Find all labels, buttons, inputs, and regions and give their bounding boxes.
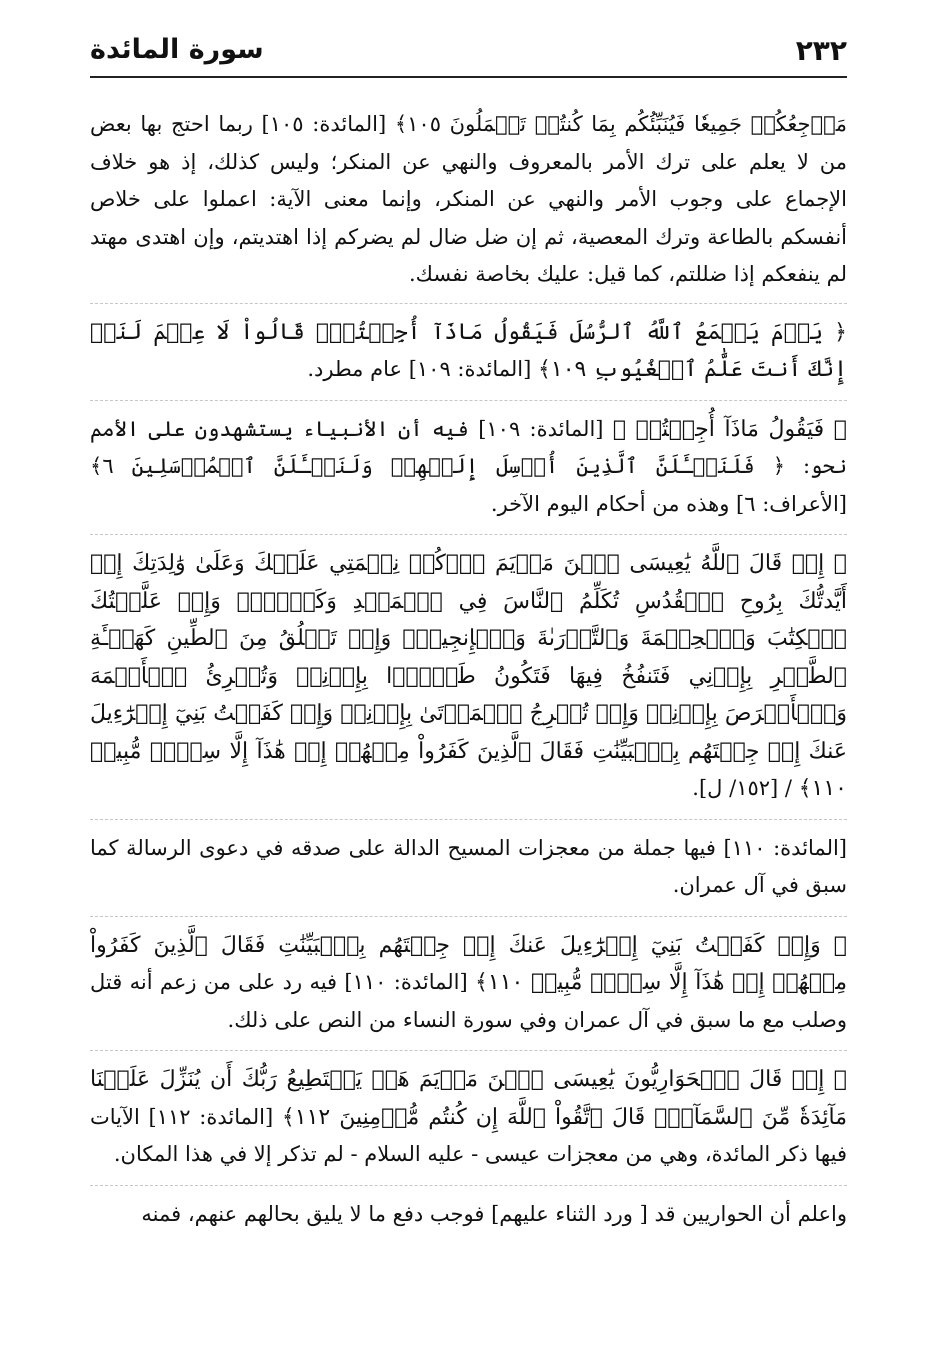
paragraph [90, 927, 847, 1040]
paragraph-text: [المائدة: ١٠٩] عام مطرد. [307, 357, 539, 381]
paragraph-divider [90, 534, 847, 535]
quran-verse: ﴿ وَإِذۡ كَفَفۡتُ بَنِيٓ إِسۡرَٰٓءِيلَ عَنكَ إِذۡ جِئۡتَهُم بِٱلۡبَيِّنَٰتِ فَقَالَ ٱلَّذِينَ كَفَرُواْ مِنۡهُمۡ إِنۡ هَٰذَآ إِلَّا سِحۡرٞ مُّبِينٞ ١١٠﴾ [90, 932, 848, 995]
paragraph [90, 411, 847, 524]
paragraph [90, 830, 847, 905]
paragraph-text: [المائدة: ١١٠] فيها جملة من معجزات المسيح الدالة على صدقه في دعوى الرسالة كما سبق في آل عمران. [90, 835, 848, 897]
paragraph-text: واعلم أن الحواريين قد [ ورد الثناء عليهم] فوجب دفع ما لا يليق بحالهم عنهم، فمنه [141, 1201, 847, 1226]
paragraph-divider [90, 400, 847, 401]
paragraph [90, 314, 847, 389]
paragraph-text: [المائدة: ١١٠] فيه رد على من زعم أنه قتل وصلب مع ما سبق في آل عمران وفي سورة النساء من النص على ذلك. [90, 970, 847, 1032]
page-header [90, 30, 847, 78]
paragraph-divider [90, 1185, 847, 1186]
paragraph-text: مَرۡجِعُكُمۡ جَمِيعٗا فَيُنَبِّئُكُم بِمَا كُنتُمۡ تَعۡمَلُونَ ١٠٥﴾ [المائدة: ١٠٥] ربما احتج بها بعض من لا يعلم على ترك الأمر بالمعروف والنهي عن المنكر؛ وليس كذلك، إذ هو خلاف الإجماع على وجوب الأمر والنهي عن المنكر، وإنما معنى الآية: اعملوا على خلاص أنفسكم بالطاعة وترك المعصية، ثم إن ضل ضال لم يضركم إذا اهتديتم، وإن اهتدى مهتد لم ينفعكم إذا ضللتم، كما قيل: عليك بخاصة نفسك. [90, 112, 847, 286]
paragraph-text: [المائدة: ١٠٩] فيه أن الأنبياء يستشهدون على الأمم نحو: ﴿ فَلَنَسۡـَٔلَنَّ ٱلَّذِينَ أُرۡسِلَ إِلَيۡهِمۡ وَلَنَسۡـَٔلَنَّ ٱلۡمُرۡسَلِينَ ٦﴾ [الأعراف: ٦] وهذه من أحكام اليوم الآخر. [90, 416, 847, 516]
paragraph-divider [90, 916, 847, 917]
paragraph-divider [90, 303, 847, 304]
paragraph [90, 106, 847, 294]
page-body [90, 106, 847, 1244]
quran-verse: ﴿ يَوۡمَ يَجۡمَعُ ٱللَّهُ ٱلرُّسُلَ فَيَقُولُ مَاذَآ أُجِبۡتُمۡۖ قَالُواْ لَا عِلۡمَ لَنَآۖ إِنَّكَ أَنتَ عَلَّٰمُ ٱلۡغُيُوبِ ١٠٩﴾ [90, 319, 847, 382]
surah-title: سورة المائدة [90, 34, 264, 65]
paragraph-divider [90, 1050, 847, 1051]
paragraph [90, 545, 847, 808]
paragraph-text: [المائدة: ١١٢] الآيات فيها ذكر المائدة، وهي من معجزات عيسى - عليه السلام - لم تذكر إلا في هذا المكان. [90, 1104, 847, 1166]
quran-verse: ﴿ إِذۡ قَالَ ٱللَّهُ يَٰعِيسَى ٱبۡنَ مَرۡيَمَ ٱذۡكُرۡ نِعۡمَتِي عَلَيۡكَ وَعَلَىٰ وَٰلِدَتِكَ إِذۡ أَيَّدتُّكَ بِرُوحِ ٱلۡقُدُسِ تُكَلِّمُ ٱلنَّاسَ فِي ٱلۡمَهۡدِ وَكَهۡلٗاۖ وَإِذۡ عَلَّمۡتُكَ ٱلۡكِتَٰبَ وَٱلۡحِكۡمَةَ وَٱلتَّوۡرَىٰةَ وَٱلۡإِنجِيلَۖ وَإِذۡ تَخۡلُقُ مِنَ ٱلطِّينِ كَهَيۡـَٔةِ ٱلطَّيۡرِ بِإِذۡنِي فَتَنفُخُ فِيهَا فَتَكُونُ طَيۡرَۢا بِإِذۡنِيۖ وَتُبۡرِئُ ٱلۡأَكۡمَهَ وَٱلۡأَبۡرَصَ بِإِذۡنِيۖ وَإِذۡ تُخۡرِجُ ٱلۡمَوۡتَىٰ بِإِذۡنِيۖ وَإِذۡ كَفَفۡتُ بَنِيٓ إِسۡرَٰٓءِيلَ عَنكَ إِذۡ جِئۡتَهُم بِٱلۡبَيِّنَٰتِ فَقَالَ ٱلَّذِينَ كَفَرُواْ مِنۡهُمۡ إِنۡ هَٰذَآ إِلَّا سِحۡرٞ مُّبِينٞ ١١٠﴾ [90, 551, 847, 801]
paragraph [90, 1061, 847, 1174]
quran-verse: ﴿ فَيَقُولُ مَاذَآ أُجِبۡتُمۡ ﴾ [612, 416, 847, 442]
page-number: ٢٣٢ [795, 34, 847, 67]
paragraph [90, 1196, 847, 1234]
paragraph-text: / [١٥٢/ ل]. [692, 776, 799, 800]
quran-verse: ﴿ إِذۡ قَالَ ٱلۡحَوَارِيُّونَ يَٰعِيسَى ٱبۡنَ مَرۡيَمَ هَلۡ يَسۡتَطِيعُ رَبُّكَ أَن يُنَزِّلَ عَلَيۡنَا مَآئِدَةٗ مِّنَ ٱلسَّمَآءِۖ قَالَ ٱتَّقُواْ ٱللَّهَ إِن كُنتُم مُّؤۡمِنِينَ ١١٢﴾ [90, 1067, 847, 1130]
paragraph-divider [90, 819, 847, 820]
